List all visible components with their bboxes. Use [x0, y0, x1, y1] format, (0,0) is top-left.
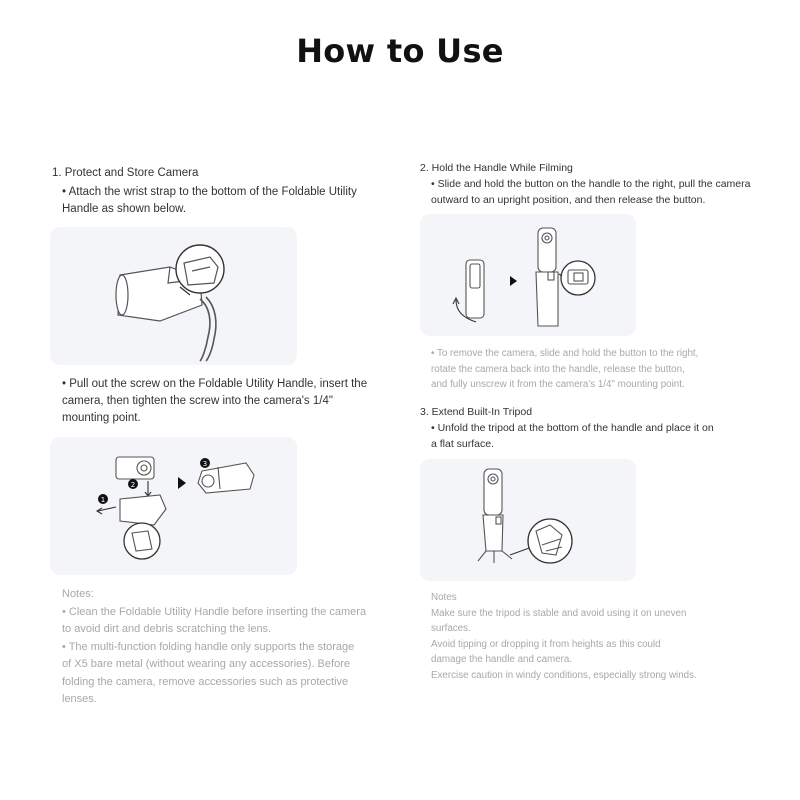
figure-insert-camera [50, 437, 297, 575]
note-line: damage the handle and camera. [431, 654, 573, 665]
step-marker: 3 [202, 460, 208, 468]
note-line: folding the camera, remove accessories such as protective [62, 675, 349, 688]
note-line: to avoid dirt and debris scratching the lens. [62, 623, 272, 635]
note-line: • The multi-function folding handle only supports the storage [62, 640, 355, 653]
text-line: a flat surface. [431, 437, 495, 450]
section-2-text [431, 177, 750, 208]
text-line: • Attach the wrist strap to the bottom of the Foldable Utility [62, 186, 357, 198]
section-3-notes [431, 590, 697, 683]
wrist-strap-illustration [50, 227, 297, 365]
insert-camera-illustration [50, 437, 297, 575]
hold-handle-illustration [420, 214, 636, 336]
text-line: • Slide and hold the button on the handle to the right, pull the camera [431, 178, 751, 190]
note-line: rotate the camera back into the handle, release the button, [431, 363, 685, 375]
section-3-text [431, 421, 714, 452]
note-line: • To remove the camera, slide and hold the button to the right, [431, 348, 699, 359]
notes-heading: Notes [431, 592, 457, 603]
figure-tripod [420, 459, 636, 581]
note-line: of X5 bare metal (without wearing any accessories). Before [62, 658, 350, 670]
note-line: lenses. [62, 693, 97, 705]
figure-hold-handle [420, 214, 636, 336]
note-line: Exercise caution in windy conditions, especially strong winds. [431, 669, 697, 681]
section-3-heading: 3. Extend Built-In Tripod [420, 406, 533, 418]
section-1-heading: 1. Protect and Store Camera [52, 167, 199, 179]
section-2-note [431, 346, 698, 393]
text-line: Handle as shown below. [62, 203, 187, 215]
section-1-step-2 [62, 376, 367, 427]
text-line: camera, then tighten the screw into the camera's 1/4" [62, 395, 333, 407]
section-1-step-1 [62, 184, 357, 218]
step-marker: 2 [130, 481, 136, 489]
note-line: and fully unscrew it from the camera's 1/4" mounting point. [431, 379, 685, 390]
step-marker: 1 [100, 496, 106, 504]
section-2-heading: 2. Hold the Handle While Filming [420, 162, 573, 174]
figure-wrist-strap [50, 227, 297, 365]
text-line: outward to an upright position, and then release the button. [431, 193, 706, 206]
text-line: mounting point. [62, 412, 141, 424]
tripod-illustration [420, 459, 636, 581]
note-line: surfaces. [431, 623, 471, 634]
page-title: How to Use [296, 32, 504, 70]
note-line: Make sure the tripod is stable and avoid using it on uneven [431, 607, 687, 619]
text-line: • Unfold the tripod at the bottom of the handle and place it on [431, 422, 714, 434]
text-line: • Pull out the screw on the Foldable Utility Handle, insert the [62, 378, 368, 390]
section-1-notes [62, 586, 366, 709]
note-line: Avoid tipping or dropping it from heights as this could [431, 638, 661, 650]
notes-heading: Notes: [62, 588, 94, 600]
note-line: • Clean the Foldable Utility Handle before inserting the camera [62, 605, 367, 618]
